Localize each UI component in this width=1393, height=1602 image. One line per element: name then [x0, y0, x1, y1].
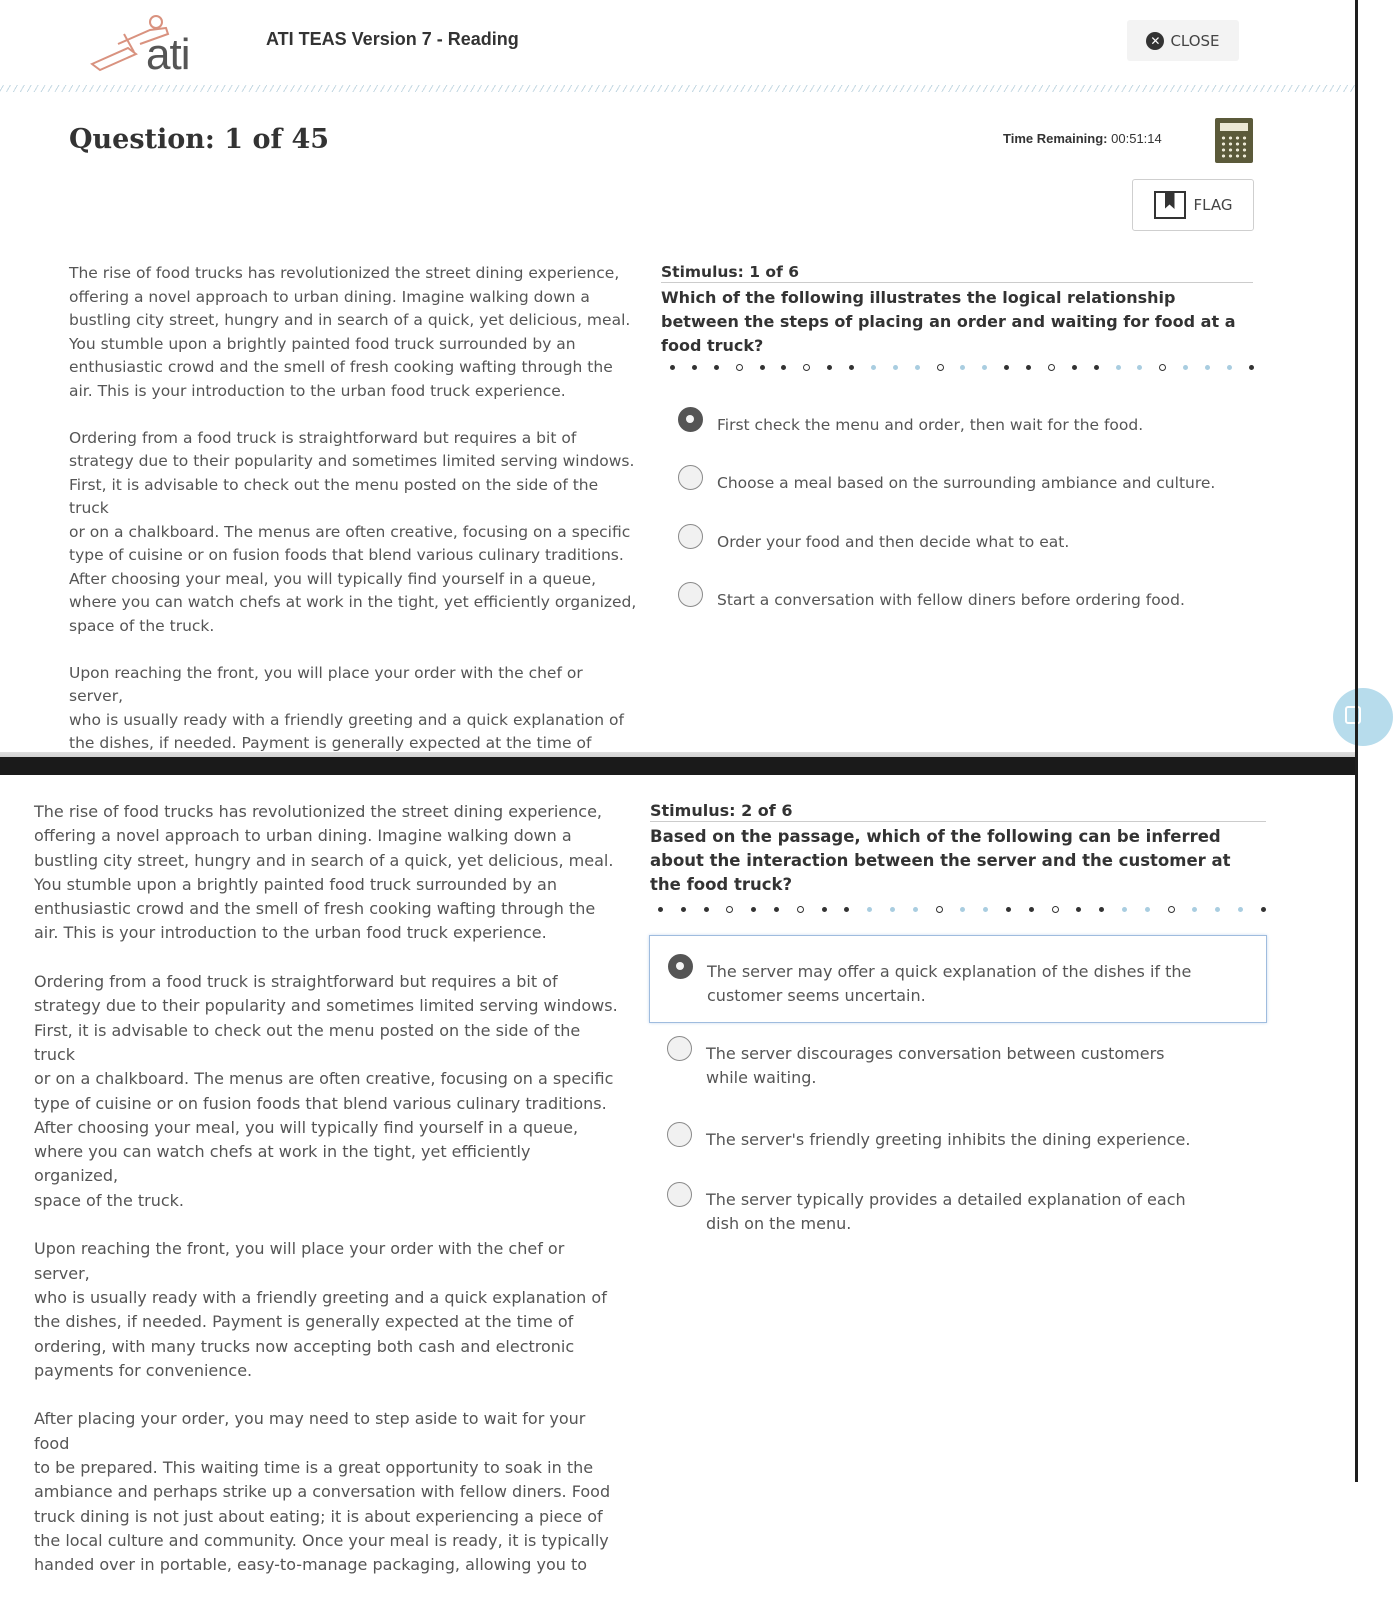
- answer-option-label: The server's friendly greeting inhibits the dining experience.: [706, 1130, 1191, 1149]
- separator-dot: [1168, 906, 1175, 913]
- radio-icon[interactable]: [678, 465, 703, 490]
- separator-dot: [1099, 907, 1104, 912]
- reading-passage: [69, 262, 639, 826]
- answer-option[interactable]: [667, 1188, 1227, 1236]
- separator-dot: [1249, 365, 1254, 370]
- separator-dot: [1048, 364, 1055, 371]
- separator-dot: [867, 907, 872, 912]
- passage-paragraph: Upon reaching the front, you will place your order with the chef or server, who is usually ready with a friendly greeting and a quick explanation of the dishes, if needed. Payment is generally expected at the time of ordering, with many trucks now accepting both cash and electronic payments for convenience.: [34, 1239, 607, 1380]
- separator-dot: [827, 365, 832, 370]
- close-button-label: CLOSE: [1170, 31, 1220, 50]
- separator-dot: [1116, 365, 1121, 370]
- separator-dot: [1122, 907, 1127, 912]
- passage-paragraph: After placing your order, you may need to step aside to wait for your food to be prepared. This waiting time is a great opportunity to soak in the ambiance and perhaps strike up a conversation with fellow diners. Food truck dining is not just about eating; it is about experiencing a piece of the local culture and community. Once your meal is ready, it is typically handed over in portable, easy-to-manage packaging, allowing you to: [34, 1409, 611, 1575]
- radio-icon[interactable]: [678, 524, 703, 549]
- separator-dot: [893, 365, 898, 370]
- separator-dot: [1072, 365, 1077, 370]
- separator-dot: [704, 907, 709, 912]
- separator-dot: [915, 365, 920, 370]
- time-remaining-value: 00:51:14: [1111, 131, 1162, 146]
- passage-paragraph: Ordering from a food truck is straightforward but requires a bit of strategy due to their popularity and sometimes limited serving windows. First, it is advisable to check out the menu posted on the side of the truck or on a chalkboard. The menus are often creative, focusing on a specific type of cuisine or on fusion foods that blend various culinary traditions. After choosing your meal, you will typically find yourself in a queue, where you can watch chefs at work in the tight, yet efficiently organized, space of the truck.: [34, 972, 618, 1210]
- screenshot-divider: [0, 757, 1358, 775]
- separator-dot: [1006, 907, 1011, 912]
- separator-dot: [781, 365, 786, 370]
- answer-option-label: First check the menu and order, then wait for the food.: [717, 416, 1144, 434]
- separator-dot: [751, 907, 756, 912]
- logo-text: ati: [146, 30, 190, 79]
- separator-dot: [982, 365, 987, 370]
- radio-selected-icon[interactable]: [678, 407, 703, 432]
- separator-dot: [1205, 365, 1210, 370]
- flag-button[interactable]: [1132, 179, 1254, 231]
- answer-option[interactable]: [678, 530, 1238, 554]
- answer-option[interactable]: [678, 588, 1238, 612]
- answer-option-label: The server typically provides a detailed explanation of each dish on the menu.: [706, 1190, 1186, 1233]
- question-title: Question: 1 of 45: [69, 124, 330, 155]
- separator-dot: [844, 907, 849, 912]
- time-remaining-label: Time Remaining:: [1003, 131, 1108, 146]
- passage-paragraph: Upon reaching the front, you will place your order with the chef or server, who is usually ready with a friendly greeting and a quick explanation of the dishes, if needed. Payment is generally expected at the time of: [69, 663, 624, 752]
- chat-bubble-icon[interactable]: [1333, 688, 1393, 746]
- bookmark-flag-icon: [1154, 191, 1186, 219]
- close-circle-icon: ✕: [1146, 32, 1164, 50]
- exam-panel-question-2: [0, 775, 1355, 1575]
- calculator-screen: [1220, 123, 1248, 131]
- radio-icon[interactable]: [667, 1036, 692, 1061]
- calculator-icon[interactable]: [1215, 118, 1253, 163]
- radio-icon[interactable]: [678, 582, 703, 607]
- answer-option-label: The server discourages conversation between customers while waiting.: [706, 1044, 1165, 1087]
- reading-passage: [34, 800, 619, 1602]
- separator-dot: [692, 365, 697, 370]
- separator-dot: [1052, 906, 1059, 913]
- separator-dot: [1261, 907, 1266, 912]
- separator-dot: [736, 364, 743, 371]
- passage-paragraph: Ordering from a food truck is straightforward but requires a bit of strategy due to their popularity and sometimes limited serving windows. First, it is advisable to check out the menu posted on the side of the truck or on a chalkboard. The menus are often creative, focusing on a specific type of cuisine or on fusion foods that blend various culinary traditions. After choosing your meal, you will typically find yourself in a queue, where you can watch chefs at work in the tight, yet efficiently organized, space of the truck.: [69, 428, 637, 635]
- separator-dot: [1137, 365, 1142, 370]
- separator-dot: [670, 365, 675, 370]
- separator-dot: [1094, 365, 1099, 370]
- progress-dots: [670, 362, 1254, 372]
- separator-dot: [937, 364, 944, 371]
- separator-dot: [1029, 907, 1034, 912]
- answer-option-label: Choose a meal based on the surrounding ambiance and culture.: [717, 474, 1216, 492]
- separator-dot: [871, 365, 876, 370]
- stimulus-label: Stimulus: 1 of 6: [661, 263, 1253, 283]
- separator-dot: [760, 365, 765, 370]
- separator-dot: [658, 907, 663, 912]
- answer-option[interactable]: [678, 413, 1238, 437]
- answer-option-label: Order your food and then decide what to eat.: [717, 533, 1070, 551]
- answer-option[interactable]: [678, 471, 1238, 495]
- app-title: ATI TEAS Version 7 - Reading: [266, 29, 519, 49]
- calculator-keys: [1220, 135, 1248, 159]
- separator-dot: [1238, 907, 1243, 912]
- separator-dot: [960, 365, 965, 370]
- separator-dot: [822, 907, 827, 912]
- separator-dot: [1215, 907, 1220, 912]
- exam-panel-question-1: [0, 0, 1358, 757]
- separator-dot: [714, 365, 719, 370]
- passage-paragraph: The rise of food trucks has revolutionized the street dining experience, offering a novel approach to urban dining. Imagine walking down a bustling city street, hungry and in search of a quick, yet delicious, meal. You stumble upon a brightly painted food truck surrounded by an enthusiastic crowd and the smell of fresh cooking wafting through the air. This is your introduction to the urban food truck experience.: [69, 264, 631, 400]
- answer-option-label: The server may offer a quick explanation of the dishes if the customer seems uncertain.: [707, 962, 1192, 1005]
- radio-selected-icon[interactable]: [668, 954, 693, 979]
- separator-dot: [936, 906, 943, 913]
- separator-dot: [797, 906, 804, 913]
- separator-dot: [1076, 907, 1081, 912]
- separator-dot: [983, 907, 988, 912]
- progress-dots: [658, 904, 1266, 914]
- stimulus-label: Stimulus: 2 of 6: [650, 801, 1266, 822]
- header-divider: [0, 85, 1358, 92]
- stimulus-question: Which of the following illustrates the logical relationship between the steps of placing an order and waiting for food at a food truck?: [661, 288, 1236, 355]
- separator-dot: [913, 907, 918, 912]
- separator-dot: [803, 364, 810, 371]
- answer-option[interactable]: [667, 1042, 1227, 1090]
- time-remaining: [1003, 131, 1162, 146]
- separator-dot: [1227, 365, 1232, 370]
- radio-icon[interactable]: [667, 1182, 692, 1207]
- flag-button-label: FLAG: [1193, 196, 1233, 214]
- stimulus-question: Based on the passage, which of the following can be inferred about the interaction between the server and the customer at the food truck?: [650, 827, 1231, 894]
- app-header: [0, 0, 1358, 88]
- separator-dot: [1004, 365, 1009, 370]
- separator-dot: [1145, 907, 1150, 912]
- separator-dot: [849, 365, 854, 370]
- passage-paragraph: The rise of food trucks has revolutionized the street dining experience, offering a novel approach to urban dining. Imagine walking down a bustling city street, hungry and in search of a quick, yet delicious, meal. You stumble upon a brightly painted food truck surrounded by an enthusiastic crowd and the smell of fresh cooking wafting through the air. This is your introduction to the urban food truck experience.: [34, 802, 614, 943]
- answer-option[interactable]: [667, 1128, 1227, 1152]
- separator-dot: [960, 907, 965, 912]
- separator-dot: [890, 907, 895, 912]
- window-edge: [1355, 0, 1358, 1482]
- separator-dot: [1192, 907, 1197, 912]
- answer-option-label: Start a conversation with fellow diners before ordering food.: [717, 591, 1185, 609]
- answer-option-selected[interactable]: [649, 935, 1267, 1023]
- separator-dot: [1159, 364, 1166, 371]
- separator-dot: [1183, 365, 1188, 370]
- close-button[interactable]: [1127, 20, 1239, 61]
- separator-dot: [1026, 365, 1031, 370]
- separator-dot: [726, 906, 733, 913]
- separator-dot: [681, 907, 686, 912]
- separator-dot: [774, 907, 779, 912]
- radio-icon[interactable]: [667, 1122, 692, 1147]
